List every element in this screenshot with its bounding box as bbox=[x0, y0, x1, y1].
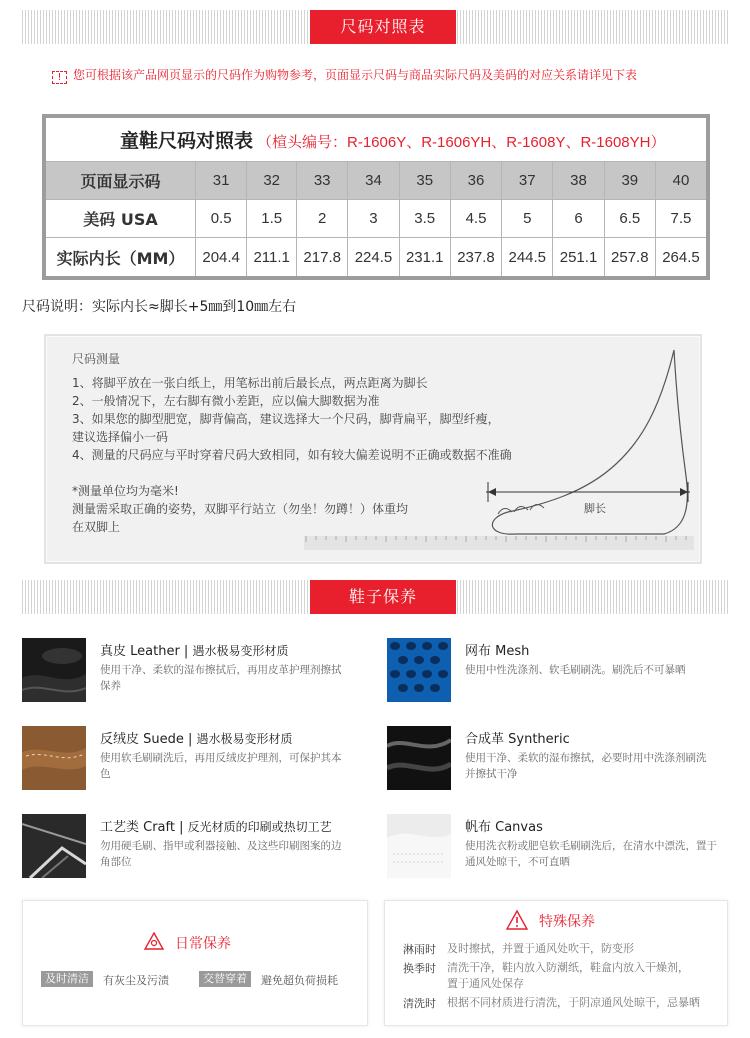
care-item-desc: 使用中性洗涤剂、软毛刷刷洗。刷洗后不可暴晒 bbox=[465, 664, 686, 676]
table-cell: 6 bbox=[553, 200, 604, 238]
daily-badge-note: 有灰尘及污渍 bbox=[103, 974, 169, 987]
care-item-title bbox=[465, 816, 543, 835]
daily-badge-note: 避免超负荷损耗 bbox=[261, 974, 338, 987]
table-cell: 31 bbox=[196, 162, 247, 200]
foot-measure-illustration bbox=[46, 336, 700, 562]
special-care-label: 淋雨时 bbox=[403, 943, 436, 956]
table-cell: 244.5 bbox=[502, 238, 553, 276]
table-cell: 1.5 bbox=[247, 200, 297, 238]
daily-care-box bbox=[22, 900, 368, 1026]
care-material-name: 帆布 Canvas bbox=[465, 820, 543, 835]
table-cell: 38 bbox=[553, 162, 604, 200]
care-material-name: 真皮 Leather bbox=[100, 644, 180, 659]
table-cell: 5 bbox=[502, 200, 553, 238]
table-cell: 35 bbox=[400, 162, 451, 200]
size-table-subtitle: （楦头编号：R-1606Y、R-1606YH、R-1608Y、R-1608YH） bbox=[257, 134, 666, 151]
measure-line: 2、一般情况下，左右脚有微小差距，应以偏大脚数据为准 bbox=[72, 394, 380, 408]
table-cell: 231.1 bbox=[400, 238, 451, 276]
measure-line: 3、如果您的脚型肥宽，脚背偏高，建议选择大一个尺码，脚背扁平，脚型纤瘦， bbox=[72, 412, 500, 426]
measure-title: 尺码测量 bbox=[72, 352, 121, 366]
care-item-canvas bbox=[387, 814, 727, 878]
notice-text: 您可根据该产品网页显示的尺码作为购物参考，页面显示尺码与商品实际尺码及美码的对应关系请详见下表 bbox=[73, 68, 638, 82]
table-cell: 6.5 bbox=[605, 200, 656, 238]
special-care-box bbox=[384, 900, 728, 1026]
table-cell: 224.5 bbox=[348, 238, 399, 276]
measure-note: 在双脚上 bbox=[72, 520, 121, 534]
special-care-text: 清洗干净，鞋内放入防潮纸，鞋盒内放入干燥剂， bbox=[447, 961, 689, 974]
care-item-desc: 使用洗衣粉或肥皂软毛刷刷洗后，在清水中漂洗，置于通风处晾干，不可直晒 bbox=[465, 840, 717, 868]
table-cell: 257.8 bbox=[605, 238, 656, 276]
special-care-label: 清洗时 bbox=[403, 997, 436, 1010]
canvas-swatch-icon bbox=[387, 814, 451, 878]
size-table-title: 童鞋尺码对照表 bbox=[120, 131, 254, 152]
care-item-desc: 勿用硬毛刷、指甲或利器接触、及这些印刷图案的边角部位 bbox=[100, 840, 342, 868]
care-item-title: 真皮 Leather | 遇水极易变形材质 bbox=[100, 644, 289, 659]
warning-icon bbox=[143, 931, 165, 951]
craft-swatch-icon bbox=[22, 814, 86, 878]
synthetic-swatch-icon bbox=[387, 726, 451, 790]
table-cell: 4.5 bbox=[451, 200, 502, 238]
table-cell: 0.5 bbox=[196, 200, 247, 238]
table-cell: 2 bbox=[297, 200, 348, 238]
size-table bbox=[42, 114, 710, 280]
table-cell: 237.8 bbox=[451, 238, 502, 276]
size-header-title: 尺码对照表 bbox=[310, 10, 456, 44]
special-care-title: 特殊保养 bbox=[539, 914, 595, 930]
special-care-text: 及时擦拭，并置于通风处吹干，防变形 bbox=[447, 942, 634, 955]
notice bbox=[52, 66, 637, 84]
size-note: 尺码说明：实际内长≈脚长+5㎜到10㎜左右 bbox=[22, 299, 297, 315]
table-cell: 204.4 bbox=[196, 238, 247, 276]
care-item-desc: 使用软毛刷刷洗后，再用反绒皮护理剂，可保护其本色 bbox=[100, 752, 342, 780]
measure-panel bbox=[44, 334, 702, 564]
foot-length-label: 脚长 bbox=[584, 502, 606, 515]
care-item-leather bbox=[22, 638, 362, 702]
care-item-mesh bbox=[387, 638, 727, 702]
special-care-text: 置于通风处保存 bbox=[447, 977, 524, 990]
care-material-name: 合成革 Syntheric bbox=[465, 732, 570, 747]
daily-badge: 及时清洁 bbox=[41, 971, 93, 987]
table-cell: 32 bbox=[247, 162, 297, 200]
measure-line: 1、将脚平放在一张白纸上，用笔标出前后最长点，两点距离为脚长 bbox=[72, 376, 428, 390]
table-cell: 34 bbox=[348, 162, 399, 200]
daily-badge: 交替穿着 bbox=[199, 971, 251, 987]
care-material-tag: 遇水极易变形材质 bbox=[192, 644, 289, 658]
special-care-text: 根据不同材质进行清洗，于阴凉通风处晾干，忌暴晒 bbox=[447, 996, 700, 1009]
suede-swatch-icon bbox=[22, 726, 86, 790]
table-row bbox=[46, 162, 706, 200]
care-material-tag: 反光材质的印刷或热切工艺 bbox=[187, 820, 332, 834]
measure-note: *测量单位均为毫米! bbox=[72, 484, 179, 498]
table-cell: 3.5 bbox=[400, 200, 451, 238]
care-item-suede bbox=[22, 726, 362, 790]
care-material-name: 反绒皮 Suede bbox=[100, 732, 184, 747]
care-material-tag: 遇水极易变形材质 bbox=[196, 732, 293, 746]
table-cell: 40 bbox=[656, 162, 706, 200]
table-row bbox=[46, 200, 706, 238]
table-cell: 211.1 bbox=[247, 238, 297, 276]
measure-line: 建议选择偏小一码 bbox=[72, 430, 169, 444]
table-cell: 251.1 bbox=[553, 238, 604, 276]
table-cell: 3 bbox=[348, 200, 399, 238]
table-cell: 7.5 bbox=[656, 200, 706, 238]
measure-line: 4、测量的尺码应与平时穿着尺码大致相同，如有较大偏差说明不正确或数据不准确 bbox=[72, 448, 512, 462]
table-cell: 217.8 bbox=[297, 238, 348, 276]
care-item-title: 工艺类 Craft | 反光材质的印刷或热切工艺 bbox=[100, 820, 332, 835]
warning-icon bbox=[505, 909, 529, 931]
mesh-swatch-icon bbox=[387, 638, 451, 702]
care-material-name: 工艺类 Craft bbox=[100, 820, 175, 835]
warning-icon: ! bbox=[52, 71, 67, 84]
care-item-title bbox=[465, 728, 570, 747]
table-row bbox=[46, 238, 706, 276]
measure-note: 测量需采取正确的姿势，双脚平行站立（勿坐！勿蹲！）体重均 bbox=[72, 502, 409, 516]
table-cell: 264.5 bbox=[662, 248, 700, 266]
table-cell: 33 bbox=[297, 162, 348, 200]
care-item-synthetic bbox=[387, 726, 727, 790]
care-material-name: 网布 Mesh bbox=[465, 644, 530, 659]
size-table-title-row bbox=[46, 118, 706, 162]
care-item-desc: 使用干净、柔软的湿布擦拭，必要时用中洗涤剂刷洗并擦拭干净 bbox=[465, 752, 707, 780]
care-item-title: 反绒皮 Suede | 遇水极易变形材质 bbox=[100, 732, 293, 747]
daily-care-title: 日常保养 bbox=[175, 936, 231, 952]
row-label-page-size: 页面显示码 bbox=[46, 162, 196, 200]
leather-swatch-icon bbox=[22, 638, 86, 702]
table-cell: 37 bbox=[502, 162, 553, 200]
row-label-usa: 美码 USA bbox=[46, 200, 196, 238]
special-care-label: 换季时 bbox=[403, 962, 436, 975]
row-label-inner-length: 实际内长（MM） bbox=[46, 238, 196, 276]
table-cell: 39 bbox=[605, 162, 656, 200]
care-item-title bbox=[465, 640, 529, 659]
care-header-title: 鞋子保养 bbox=[310, 580, 456, 614]
care-item-desc: 使用干净、柔软的湿布擦拭后，再用皮革护理剂擦拭保养 bbox=[100, 664, 342, 692]
table-cell: 36 bbox=[451, 162, 502, 200]
care-item-craft bbox=[22, 814, 362, 878]
